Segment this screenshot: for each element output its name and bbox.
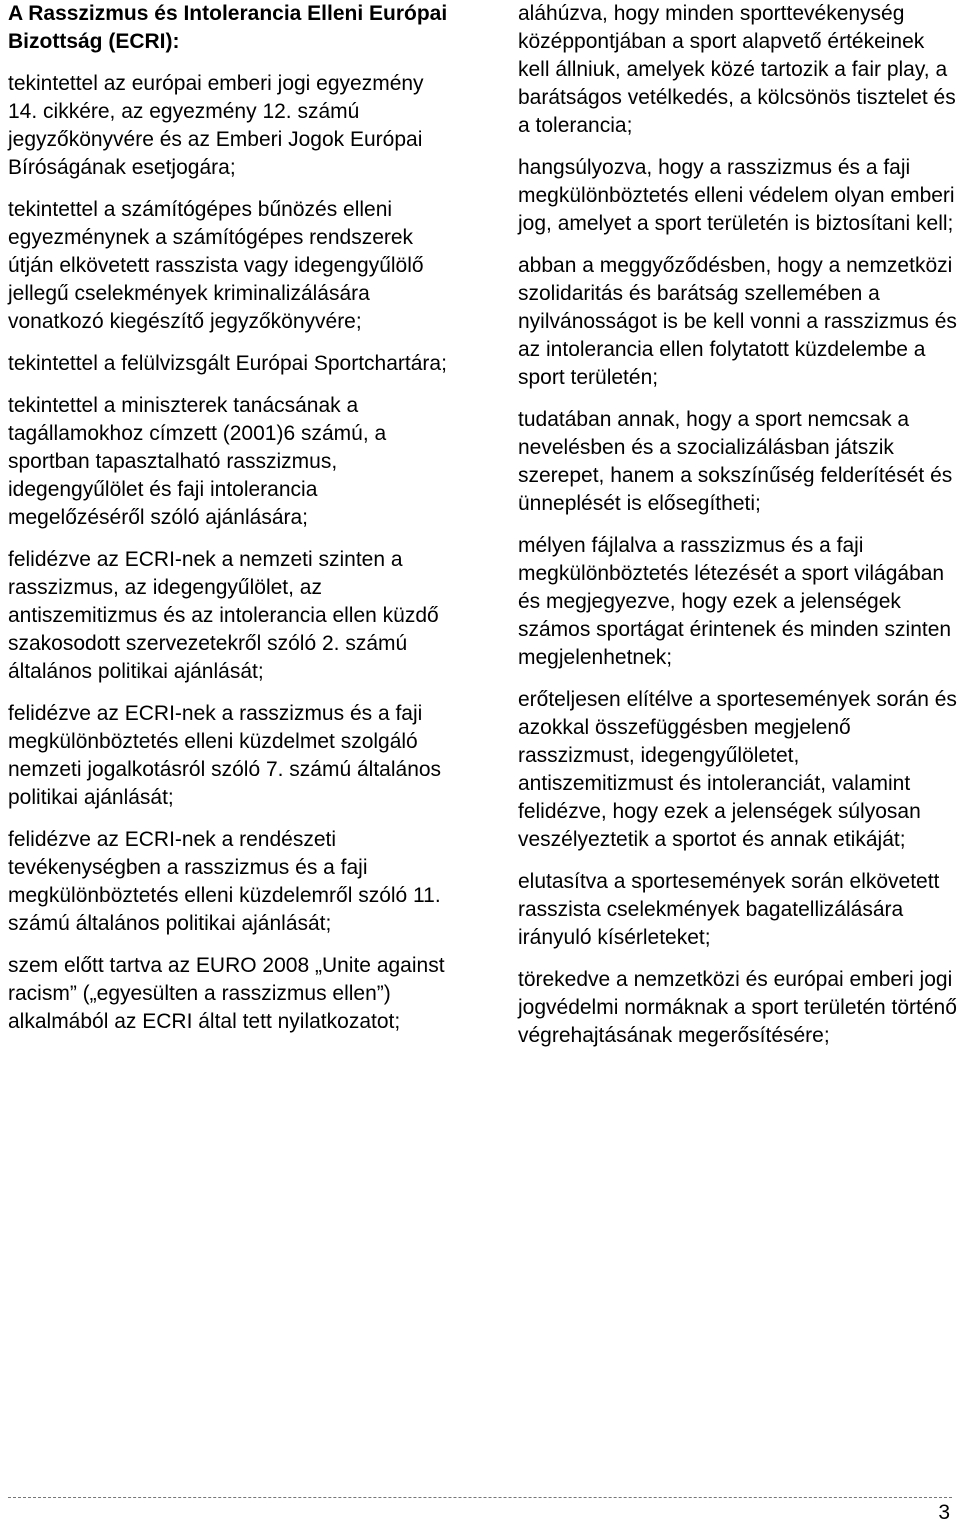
right-paragraph-3: abban a meggyőződésben, hogy a nemzetközi szolidaritás és barátság szellemében a nyilvánosságot is be kell vonni a rasszizmus és az intolerancia ellen folytatott küzdelembe a sport területén;	[518, 254, 957, 389]
right-paragraph-4: tudatában annak, hogy a sport nemcsak a nevelésben és a szocializálásban játszik szerepet, hanem a sokszínűség felderítését és ünneplését is elősegítheti;	[518, 408, 953, 515]
right-paragraph-8: törekedve a nemzetközi és európai emberi jogi jogvédelmi normáknak a sport területén történő végrehajtásának megerősítésére;	[518, 968, 957, 1047]
left-paragraph-7: felidézve az ECRI-nek a rendészeti tevékenységben a rasszizmus és a faji megkülönböztetés elleni küzdelemről szóló 11. számú általános politikai ajánlását;	[8, 828, 441, 935]
right-paragraph-6: erőteljesen elítélve a sportesemények során és azokkal összefüggésben megjelenő rasszizmust, idegengyűlöletet, antiszemitizmust és intoleranciát, valamint felidézve, hogy ezek a jelenségek súlyosan veszélyeztetik a sportot és annak etikáját;	[518, 688, 957, 851]
left-paragraph-8: szem előtt tartva az EURO 2008 „Unite against racism” („egyesülten a rasszizmus ellen”) alkalmából az ECRI által tett nyilatkozatot;	[8, 954, 445, 1033]
left-paragraph-5: felidézve az ECRI-nek a nemzeti szinten a rasszizmus, az idegengyűlölet, az antiszemitizmus és az intolerancia ellen küzdő szakosodott szervezetekről szóló 2. számú általános politikai ajánlását;	[8, 548, 439, 683]
right-paragraph-5: mélyen fájlalva a rasszizmus és a faji megkülönböztetés létezését a sport világában és megjegyezve, hogy ezek a jelenségek számos sportágat érintenek és minden szinten megjelenhetnek;	[518, 534, 952, 669]
document-heading: A Rasszizmus és Intolerancia Elleni Európai Bizottság (ECRI):	[8, 2, 448, 53]
right-column	[518, 0, 960, 1064]
footer-divider	[8, 1497, 952, 1498]
right-paragraph-2: hangsúlyozva, hogy a rasszizmus és a faji megkülönböztetés elleni védelem olyan emberi jog, amelyet a sport területén is biztosítani kell;	[518, 156, 955, 235]
right-paragraph-1: aláhúzva, hogy minden sporttevékenység középpontjában a sport alapvető értékeinek kell állniuk, amelyek közé tartozik a fair play, a barátságos vetélkedés, a kölcsönös tisztelet és a tolerancia;	[518, 2, 956, 137]
page-number: 3	[938, 1501, 950, 1524]
left-paragraph-2: tekintettel a számítógépes bűnözés elleni egyezménynek a számítógépes rendszerek útján elkövetett rasszista vagy idegengyűlölő jellegű cselekmények kriminalizálására vonatkozó kiegészítő jegyzőkönyvére;	[8, 198, 424, 333]
left-paragraph-6: felidézve az ECRI-nek a rasszizmus és a faji megkülönböztetés elleni küzdelmet szolgáló nemzeti jogalkotásról szóló 7. számú általános politikai ajánlását;	[8, 702, 442, 809]
right-paragraph-7: elutasítva a sportesemények során elkövetett rasszista cselekmények bagatellizálására irányuló kísérleteket;	[518, 870, 940, 949]
left-paragraph-1: tekintettel az európai emberi jogi egyezmény 14. cikkére, az egyezmény 12. számú jegyzőkönyvére és az Emberi Jogok Európai Bíróságának esetjogára;	[8, 72, 424, 179]
left-column	[8, 0, 448, 1050]
left-paragraph-4: tekintettel a miniszterek tanácsának a tagállamokhoz címzett (2001)6 számú, a sportban tapasztalható rasszizmus, idegengyűlölet és faji intolerancia megelőzéséről szóló ajánlására;	[8, 394, 387, 529]
left-paragraph-3: tekintettel a felülvizsgált Európai Sportchartára;	[8, 352, 447, 375]
